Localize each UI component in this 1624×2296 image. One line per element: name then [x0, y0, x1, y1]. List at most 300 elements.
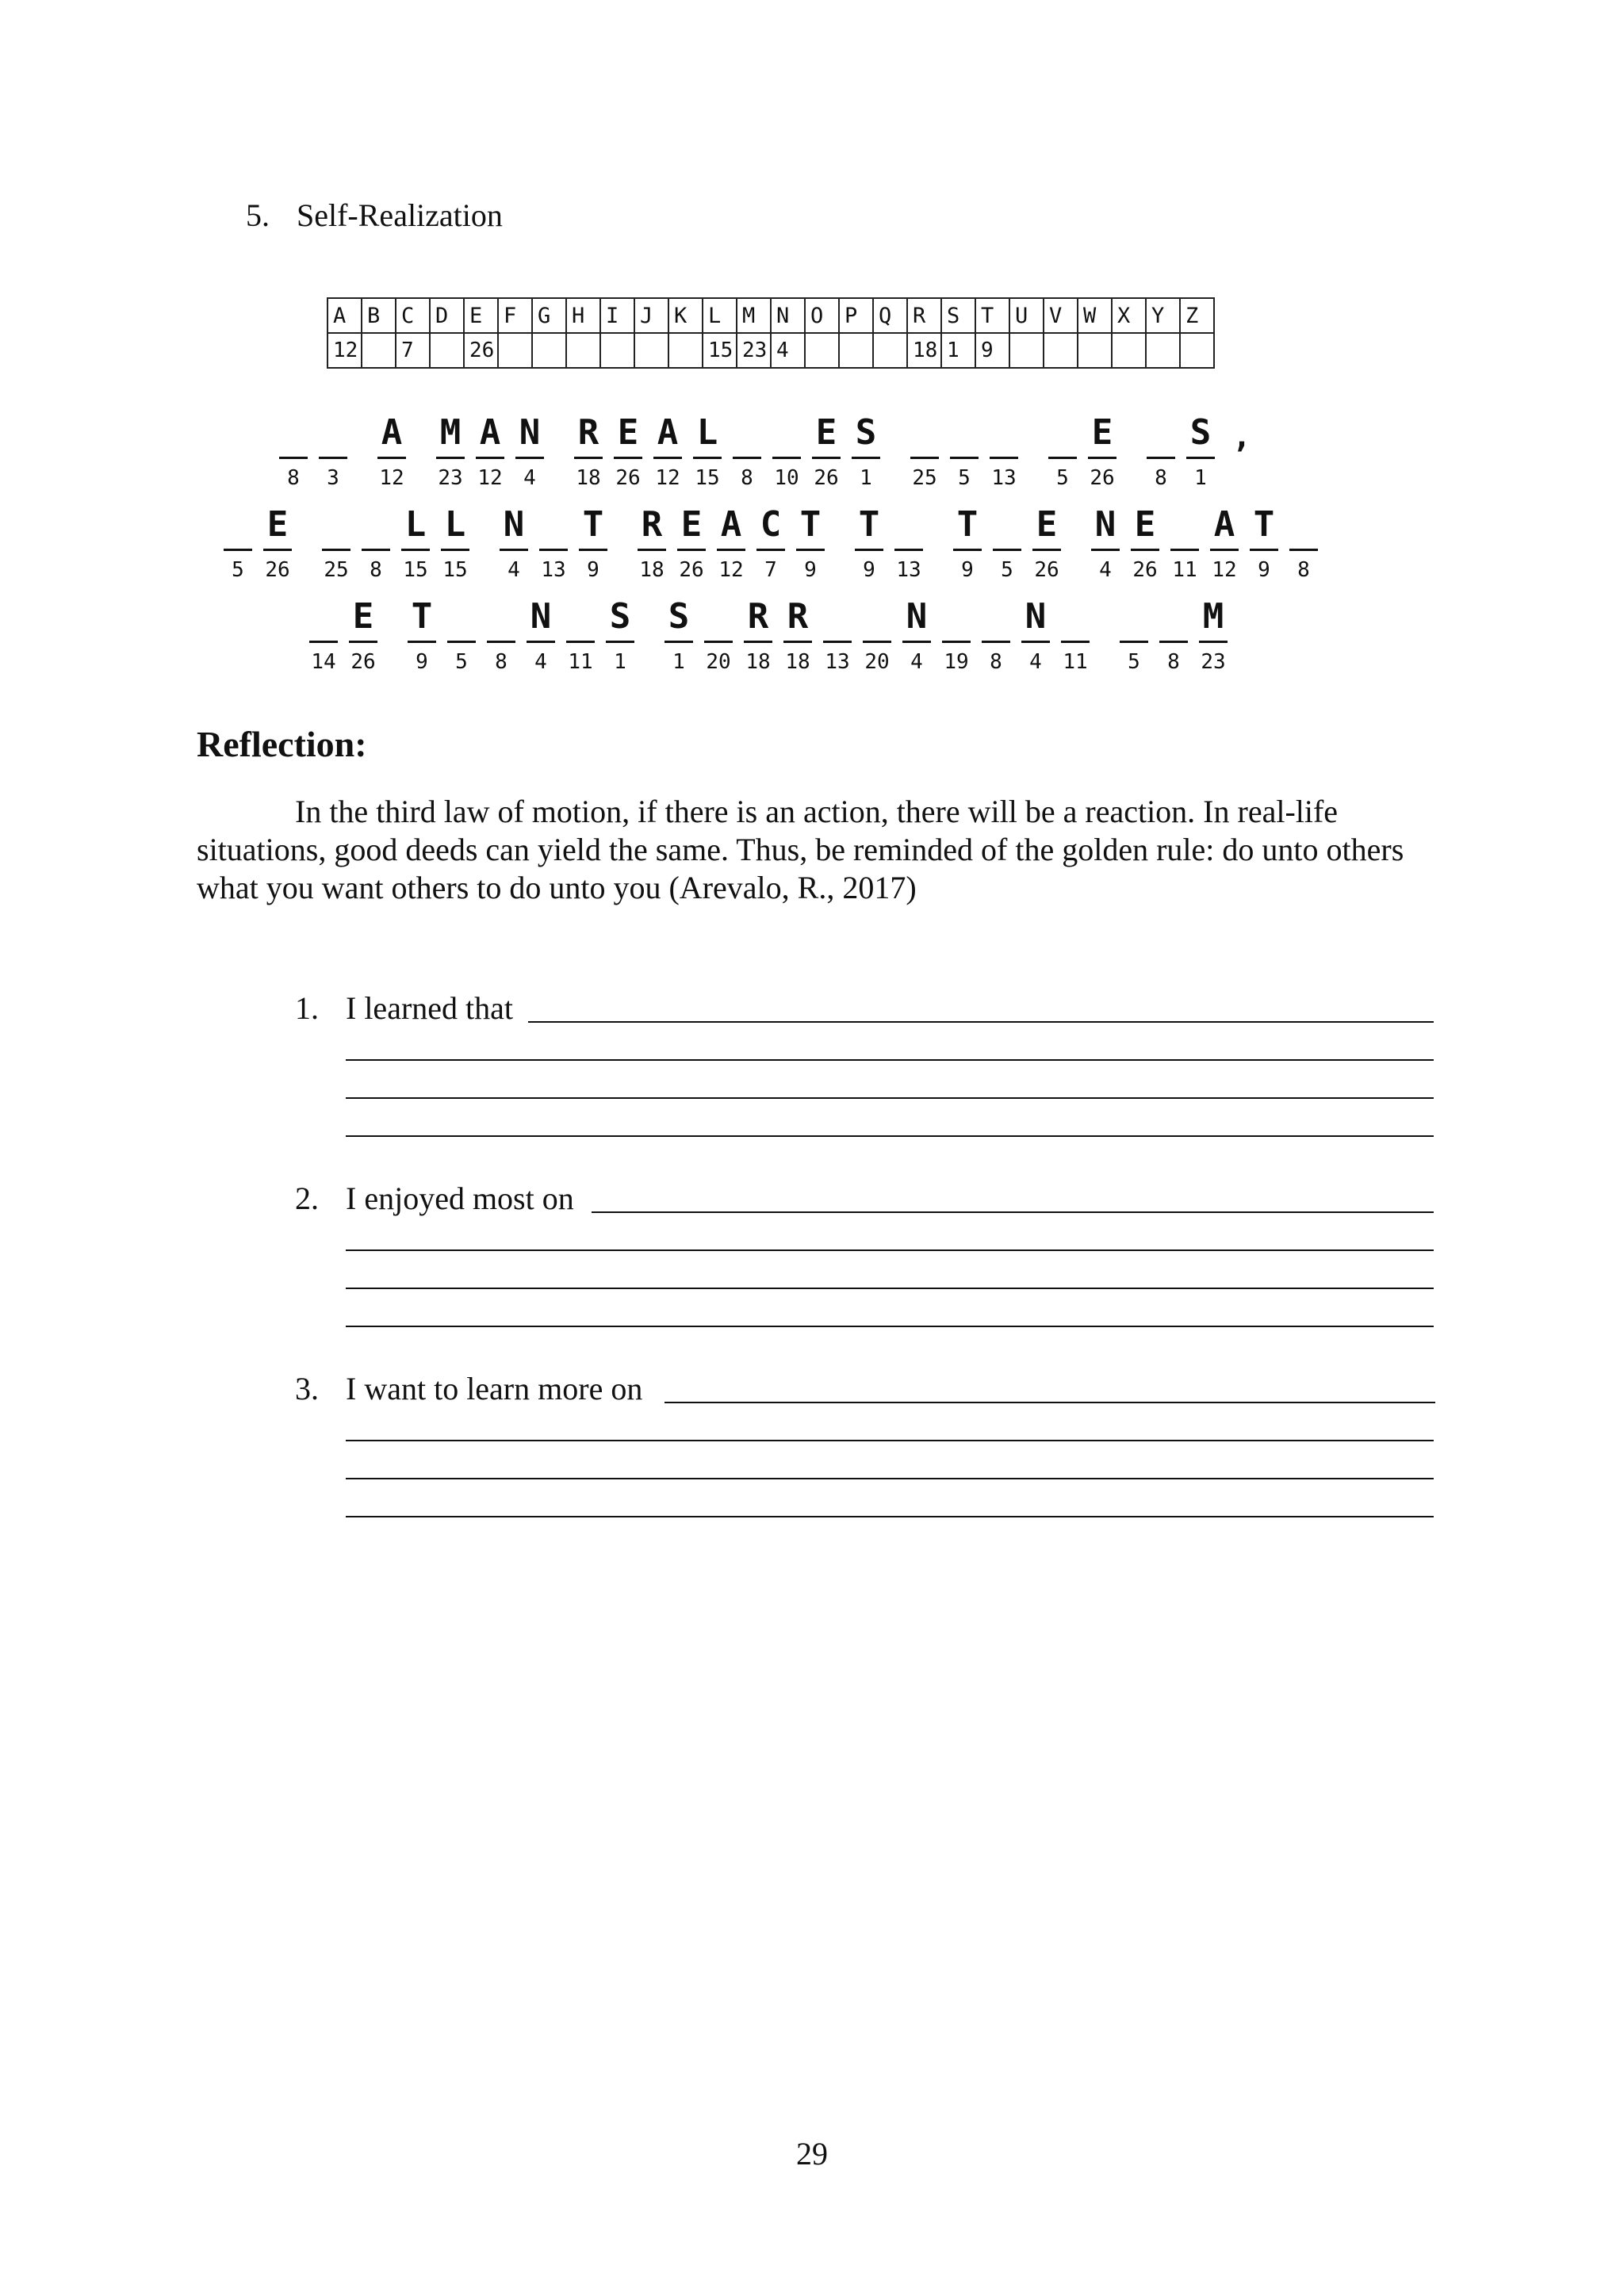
- puzzle-cell[interactable]: [446, 596, 477, 683]
- puzzle-cell[interactable]: [1169, 504, 1201, 591]
- answer-line[interactable]: [346, 1440, 1434, 1441]
- puzzle-cell[interactable]: [565, 596, 596, 683]
- puzzle-cell[interactable]: [308, 596, 339, 683]
- puzzle-cell[interactable]: [1047, 412, 1078, 499]
- puzzle-code-number: 5: [1128, 650, 1140, 674]
- prompt-learned: [295, 989, 513, 1027]
- puzzle-code-number: 26: [1132, 558, 1158, 582]
- item-title-text: Self-Realization: [297, 197, 503, 233]
- prompt-number: 3.: [295, 1371, 319, 1406]
- puzzle-cell[interactable]: [435, 412, 466, 499]
- puzzle-blank-underline: [1210, 549, 1239, 551]
- puzzle-blank-underline: [756, 549, 785, 551]
- puzzle-blank-underline: [855, 549, 883, 551]
- cipher-number-cell: [430, 333, 464, 368]
- puzzle-letter: [320, 504, 352, 545]
- puzzle-code-number: 26: [814, 466, 839, 490]
- puzzle-blank-underline: [733, 457, 761, 459]
- puzzle-letter: [1145, 412, 1177, 453]
- puzzle-code-number: 1: [860, 466, 872, 490]
- puzzle-code-number: 5: [232, 558, 244, 582]
- puzzle-code-number: 15: [442, 558, 468, 582]
- puzzle-letter: E: [352, 596, 374, 637]
- puzzle-blank-underline: [1170, 549, 1199, 551]
- puzzle-blank-underline: [362, 549, 390, 551]
- prompt-text: I learned that: [346, 990, 513, 1026]
- puzzle-blank-underline: [408, 641, 436, 643]
- puzzle-code-number: 13: [825, 650, 850, 674]
- puzzle-code-number: 1: [672, 650, 685, 674]
- puzzle-cell[interactable]: [320, 504, 352, 591]
- puzzle-blank-underline: [783, 641, 812, 643]
- puzzle-blank-underline: [1159, 641, 1188, 643]
- puzzle-blank-underline: [653, 457, 682, 459]
- puzzle-cell[interactable]: [406, 596, 438, 683]
- answer-line[interactable]: [665, 1402, 1435, 1403]
- puzzle-cell[interactable]: [991, 504, 1023, 591]
- puzzle-cell[interactable]: [262, 504, 293, 591]
- puzzle-code-number: 1: [614, 650, 626, 674]
- puzzle-letter: L: [444, 504, 466, 545]
- puzzle-cell[interactable]: [376, 412, 408, 499]
- puzzle-code-number: 8: [1167, 650, 1180, 674]
- puzzle-cell[interactable]: [731, 412, 763, 499]
- puzzle-cell[interactable]: [853, 504, 885, 591]
- puzzle-code-number: 20: [864, 650, 890, 674]
- cipher-number-cell: [634, 333, 668, 368]
- puzzle-letter: L: [404, 504, 427, 545]
- puzzle-cell[interactable]: [538, 504, 569, 591]
- cipher-letter-cell: G: [532, 298, 566, 333]
- puzzle-cell[interactable]: [573, 412, 604, 499]
- puzzle-letter: T: [411, 596, 433, 637]
- puzzle-cell[interactable]: [612, 412, 644, 499]
- puzzle-letter: S: [609, 596, 631, 637]
- cipher-letter-cell: B: [362, 298, 396, 333]
- cipher-number-cell: [566, 333, 600, 368]
- puzzle-code-number: 8: [287, 466, 300, 490]
- puzzle-code-number: 9: [863, 558, 875, 582]
- cipher-letter-cell: C: [396, 298, 430, 333]
- puzzle-blank-underline: [953, 549, 982, 551]
- puzzle-cell[interactable]: [1288, 504, 1320, 591]
- puzzle-code-number: 8: [741, 466, 753, 490]
- answer-line[interactable]: [346, 1516, 1434, 1517]
- prompt-text: I want to learn more on: [346, 1371, 643, 1406]
- puzzle-letter: A: [720, 504, 742, 545]
- item-title: [246, 197, 503, 234]
- puzzle-cell[interactable]: [1118, 596, 1150, 683]
- puzzle-cell[interactable]: [604, 596, 636, 683]
- puzzle-blank-underline: [377, 457, 406, 459]
- puzzle-blank-underline: [401, 549, 430, 551]
- answer-line[interactable]: [346, 1249, 1434, 1251]
- puzzle-letter: S: [1189, 412, 1212, 453]
- cipher-letter-cell: Y: [1146, 298, 1180, 333]
- puzzle-letter: [893, 504, 925, 545]
- cipher-letter-cell: U: [1009, 298, 1044, 333]
- puzzle-blank-underline: [1021, 641, 1050, 643]
- puzzle-blank-underline: [902, 641, 931, 643]
- cipher-number-cell: [1009, 333, 1044, 368]
- cipher-numbers-row: [327, 333, 1214, 368]
- puzzle-code-number: 11: [1172, 558, 1197, 582]
- puzzle-cell[interactable]: [901, 596, 933, 683]
- puzzle-blank-underline: [993, 549, 1021, 551]
- puzzle-blank-underline: [910, 457, 939, 459]
- puzzle-letter: S: [855, 412, 877, 453]
- puzzle-blank-underline: [500, 549, 528, 551]
- puzzle-cell[interactable]: [742, 596, 774, 683]
- puzzle-cell[interactable]: [636, 504, 668, 591]
- puzzle-letter: [991, 504, 1023, 545]
- puzzle-cell[interactable]: [691, 412, 723, 499]
- puzzle-letter: R: [577, 412, 599, 453]
- puzzle-code-number: 11: [1063, 650, 1088, 674]
- cipher-number-cell: 26: [464, 333, 498, 368]
- puzzle-cell[interactable]: [850, 412, 882, 499]
- cipher-letter-cell: J: [634, 298, 668, 333]
- puzzle-code-number: 9: [416, 650, 428, 674]
- cipher-key-table: [327, 297, 1215, 369]
- puzzle-letter: R: [747, 596, 769, 637]
- puzzle-blank-underline: [441, 549, 469, 551]
- puzzle-letter: [703, 596, 734, 637]
- puzzle-code-number: 25: [912, 466, 937, 490]
- puzzle-blank-underline: [579, 549, 607, 551]
- puzzle-cell[interactable]: [795, 504, 826, 591]
- puzzle-blank-underline: [1199, 641, 1228, 643]
- puzzle-code-number: 15: [403, 558, 428, 582]
- puzzle-blank-underline: [1091, 549, 1120, 551]
- puzzle-code-number: 19: [944, 650, 969, 674]
- puzzle-letter: [317, 412, 349, 453]
- puzzle-blank-underline: [1289, 549, 1318, 551]
- puzzle-cell[interactable]: [988, 412, 1020, 499]
- puzzle-letter: [446, 596, 477, 637]
- puzzle-code-number: 14: [311, 650, 336, 674]
- puzzle-code-number: 4: [1029, 650, 1042, 674]
- cipher-letter-cell: A: [327, 298, 362, 333]
- cipher-number-cell: [600, 333, 634, 368]
- reflection-heading: Reflection:: [197, 724, 367, 764]
- puzzle-cell[interactable]: [485, 596, 517, 683]
- puzzle-cell[interactable]: [1031, 504, 1063, 591]
- puzzle-blank-underline: [665, 641, 693, 643]
- puzzle-code-number: 4: [523, 466, 536, 490]
- puzzle-cell[interactable]: [771, 412, 802, 499]
- puzzle-code-number: 9: [587, 558, 599, 582]
- puzzle-letter: A: [1213, 504, 1235, 545]
- puzzle-letter: [1288, 504, 1320, 545]
- puzzle-letter: E: [617, 412, 639, 453]
- puzzle-letter: N: [519, 412, 541, 453]
- cipher-letter-cell: S: [941, 298, 975, 333]
- puzzle-letter: [988, 412, 1020, 453]
- puzzle-letter: [980, 596, 1012, 637]
- puzzle-blank-underline: [279, 457, 308, 459]
- puzzle-cell[interactable]: [278, 412, 309, 499]
- puzzle-letter: M: [1202, 596, 1224, 637]
- puzzle-letter: A: [479, 412, 501, 453]
- puzzle-cell[interactable]: [1059, 596, 1091, 683]
- puzzle-code-number: 5: [455, 650, 468, 674]
- puzzle-cell[interactable]: [1158, 596, 1189, 683]
- cipher-letter-cell: X: [1112, 298, 1146, 333]
- puzzle-letter: [771, 412, 802, 453]
- cipher-letter-cell: W: [1078, 298, 1112, 333]
- cipher-number-cell: 12: [327, 333, 362, 368]
- puzzle-letter: E: [266, 504, 289, 545]
- puzzle-blank-underline: [349, 641, 377, 643]
- puzzle-cell[interactable]: [663, 596, 695, 683]
- prompt-enjoyed: [295, 1180, 574, 1217]
- cipher-letter-cell: N: [771, 298, 805, 333]
- puzzle-letter: [1158, 596, 1189, 637]
- puzzle-code-number: 4: [910, 650, 923, 674]
- puzzle-cell[interactable]: [755, 504, 787, 591]
- puzzle-cell[interactable]: [439, 504, 471, 591]
- puzzle-letter: N: [530, 596, 552, 637]
- puzzle-cell[interactable]: [577, 504, 609, 591]
- answer-line[interactable]: [346, 1135, 1434, 1137]
- puzzle-blank-underline: [487, 641, 515, 643]
- puzzle-cell[interactable]: [317, 412, 349, 499]
- puzzle-code-number: 8: [495, 650, 508, 674]
- prompt-number: 1.: [295, 990, 319, 1026]
- puzzle-code-number: 1: [1194, 466, 1207, 490]
- puzzle-cell[interactable]: [1185, 412, 1216, 499]
- puzzle-letter: E: [1091, 412, 1113, 453]
- puzzle-letter: E: [815, 412, 837, 453]
- puzzle-letter: [1047, 412, 1078, 453]
- puzzle-letter: L: [696, 412, 718, 453]
- puzzle-letter: [308, 596, 339, 637]
- cipher-letter-cell: M: [737, 298, 771, 333]
- puzzle-letter: [822, 596, 853, 637]
- puzzle-letter: T: [1253, 504, 1275, 545]
- puzzle-cell[interactable]: [715, 504, 747, 591]
- puzzle-code-number: 8: [1297, 558, 1310, 582]
- puzzle-cell[interactable]: [498, 504, 530, 591]
- puzzle-code-number: 3: [327, 466, 339, 490]
- cipher-number-cell: [668, 333, 703, 368]
- puzzle-cell[interactable]: [1197, 596, 1229, 683]
- cipher-number-cell: 4: [771, 333, 805, 368]
- answer-line[interactable]: [528, 1021, 1434, 1023]
- puzzle-blank-underline: [574, 457, 603, 459]
- puzzle-cell[interactable]: [703, 596, 734, 683]
- puzzle-cell[interactable]: [1145, 412, 1177, 499]
- puzzle-code-number: 20: [706, 650, 731, 674]
- puzzle-code-number: 12: [379, 466, 404, 490]
- cipher-letters-row: [327, 298, 1214, 333]
- puzzle-cell[interactable]: [810, 412, 842, 499]
- cipher-letter-cell: O: [805, 298, 839, 333]
- puzzle-letter: [1059, 596, 1091, 637]
- puzzle-comma: ,: [1232, 419, 1252, 455]
- puzzle-letter: N: [1025, 596, 1047, 637]
- cipher-letter-cell: L: [703, 298, 737, 333]
- puzzle-code-number: 8: [990, 650, 1002, 674]
- puzzle-letter: [940, 596, 972, 637]
- puzzle-cell[interactable]: [222, 504, 254, 591]
- puzzle-blank-underline: [476, 457, 504, 459]
- reflection-paragraph: In the third law of motion, if there is an action, there will be a reaction. In real-life situations, good deeds can yield the same. Thus, be reminded of the golden rule: do unto others what you want others to do unto you (Arevalo, R., 2017): [197, 794, 1404, 905]
- puzzle-letter: R: [641, 504, 663, 545]
- puzzle-letter: [278, 412, 309, 453]
- prompt-number: 2.: [295, 1181, 319, 1216]
- puzzle-blank-underline: [224, 549, 252, 551]
- answer-line[interactable]: [346, 1059, 1434, 1061]
- puzzle-cell[interactable]: [400, 504, 431, 591]
- cipher-number-cell: [1044, 333, 1078, 368]
- puzzle-blank-underline: [539, 549, 568, 551]
- cipher-letter-cell: I: [600, 298, 634, 333]
- puzzle-cell[interactable]: [474, 412, 506, 499]
- puzzle-code-number: 12: [718, 558, 744, 582]
- puzzle-code-number: 4: [508, 558, 520, 582]
- puzzle-letter: [861, 596, 893, 637]
- puzzle-blank-underline: [693, 457, 722, 459]
- puzzle-cell[interactable]: [1208, 504, 1240, 591]
- puzzle-letter: R: [787, 596, 809, 637]
- prompt-learn-more: [295, 1370, 642, 1407]
- puzzle-cell[interactable]: [940, 596, 972, 683]
- puzzle-cell[interactable]: [1248, 504, 1280, 591]
- puzzle-letter: [485, 596, 517, 637]
- puzzle-blank-underline: [638, 549, 666, 551]
- puzzle-code-number: 18: [745, 650, 771, 674]
- puzzle-cell[interactable]: [909, 412, 940, 499]
- page-number: 29: [796, 2136, 828, 2172]
- puzzle-code-number: 18: [785, 650, 810, 674]
- puzzle-code-number: 4: [534, 650, 547, 674]
- puzzle-letter: E: [680, 504, 703, 545]
- cipher-letter-cell: D: [430, 298, 464, 333]
- cipher-letter-cell: V: [1044, 298, 1078, 333]
- puzzle-blank-underline: [606, 641, 634, 643]
- puzzle-blank-underline: [717, 549, 745, 551]
- puzzle-blank-underline: [566, 641, 595, 643]
- puzzle-blank-underline: [319, 457, 347, 459]
- cipher-number-cell: 15: [703, 333, 737, 368]
- puzzle-blank-underline: [515, 457, 544, 459]
- puzzle-blank-underline: [1048, 457, 1077, 459]
- cipher-letter-cell: R: [907, 298, 941, 333]
- cipher-number-cell: [1146, 333, 1180, 368]
- puzzle-cell[interactable]: [1086, 412, 1118, 499]
- puzzle-letter: N: [503, 504, 525, 545]
- puzzle-letter: [948, 412, 980, 453]
- puzzle-letter: [222, 504, 254, 545]
- puzzle-code-number: 13: [541, 558, 566, 582]
- puzzle-blank-underline: [447, 641, 476, 643]
- cipher-letter-cell: F: [498, 298, 532, 333]
- puzzle-code-number: 10: [774, 466, 799, 490]
- puzzle-cell[interactable]: [347, 596, 379, 683]
- puzzle-code-number: 9: [961, 558, 974, 582]
- puzzle-cell[interactable]: [514, 412, 546, 499]
- item-number: 5.: [246, 197, 270, 233]
- cipher-number-cell: 18: [907, 333, 941, 368]
- cipher-letter-cell: T: [975, 298, 1009, 333]
- cipher-number-cell: [805, 333, 839, 368]
- cipher-number-cell: 1: [941, 333, 975, 368]
- puzzle-cell[interactable]: [893, 504, 925, 591]
- answer-line[interactable]: [346, 1326, 1434, 1327]
- answer-line[interactable]: [346, 1097, 1434, 1099]
- puzzle-blank-underline: [863, 641, 891, 643]
- answer-line[interactable]: [346, 1288, 1434, 1289]
- puzzle-code-number: 26: [1090, 466, 1115, 490]
- puzzle-blank-underline: [982, 641, 1010, 643]
- puzzle-letter: N: [1094, 504, 1116, 545]
- puzzle-cell[interactable]: [948, 412, 980, 499]
- puzzle-code-number: 5: [1056, 466, 1069, 490]
- puzzle-letter: A: [381, 412, 403, 453]
- puzzle-letter: T: [858, 504, 880, 545]
- puzzle-letter: N: [906, 596, 928, 637]
- puzzle-cell[interactable]: [952, 504, 983, 591]
- puzzle-blank-underline: [812, 457, 841, 459]
- puzzle-blank-underline: [894, 549, 923, 551]
- puzzle-code-number: 26: [679, 558, 704, 582]
- puzzle-letter: M: [439, 412, 462, 453]
- cipher-number-cell: 9: [975, 333, 1009, 368]
- puzzle-letter: [1169, 504, 1201, 545]
- puzzle-blank-underline: [772, 457, 801, 459]
- answer-line[interactable]: [346, 1478, 1434, 1479]
- puzzle-cell[interactable]: [1090, 504, 1121, 591]
- puzzle-cell[interactable]: [360, 504, 392, 591]
- puzzle-cell[interactable]: [980, 596, 1012, 683]
- puzzle-cell[interactable]: [1020, 596, 1051, 683]
- puzzle-blank-underline: [322, 549, 350, 551]
- cipher-number-cell: [839, 333, 873, 368]
- puzzle-cell[interactable]: [782, 596, 814, 683]
- puzzle-code-number: 26: [1034, 558, 1059, 582]
- puzzle-code-number: 18: [576, 466, 601, 490]
- puzzle-blank-underline: [796, 549, 825, 551]
- puzzle-blank-underline: [852, 457, 880, 459]
- puzzle-code-number: 8: [1155, 466, 1167, 490]
- puzzle-blank-underline: [1147, 457, 1175, 459]
- puzzle-cell[interactable]: [652, 412, 684, 499]
- puzzle-blank-underline: [942, 641, 971, 643]
- cipher-number-cell: [1112, 333, 1146, 368]
- puzzle-cell[interactable]: [676, 504, 707, 591]
- cipher-letter-cell: K: [668, 298, 703, 333]
- puzzle-code-number: 4: [1099, 558, 1112, 582]
- puzzle-letter: [1118, 596, 1150, 637]
- cipher-letter-cell: E: [464, 298, 498, 333]
- cipher-number-cell: [873, 333, 907, 368]
- cipher-letter-cell: Q: [873, 298, 907, 333]
- puzzle-letter: A: [657, 412, 679, 453]
- answer-line[interactable]: [592, 1211, 1434, 1213]
- puzzle-cell[interactable]: [1129, 504, 1161, 591]
- puzzle-cell[interactable]: [822, 596, 853, 683]
- puzzle-cell[interactable]: [861, 596, 893, 683]
- cipher-number-cell: [362, 333, 396, 368]
- puzzle-cell[interactable]: [525, 596, 557, 683]
- puzzle-blank-underline: [990, 457, 1018, 459]
- puzzle-blank-underline: [1032, 549, 1061, 551]
- puzzle-code-number: 9: [804, 558, 817, 582]
- puzzle-letter: E: [1134, 504, 1156, 545]
- puzzle-code-number: 26: [350, 650, 376, 674]
